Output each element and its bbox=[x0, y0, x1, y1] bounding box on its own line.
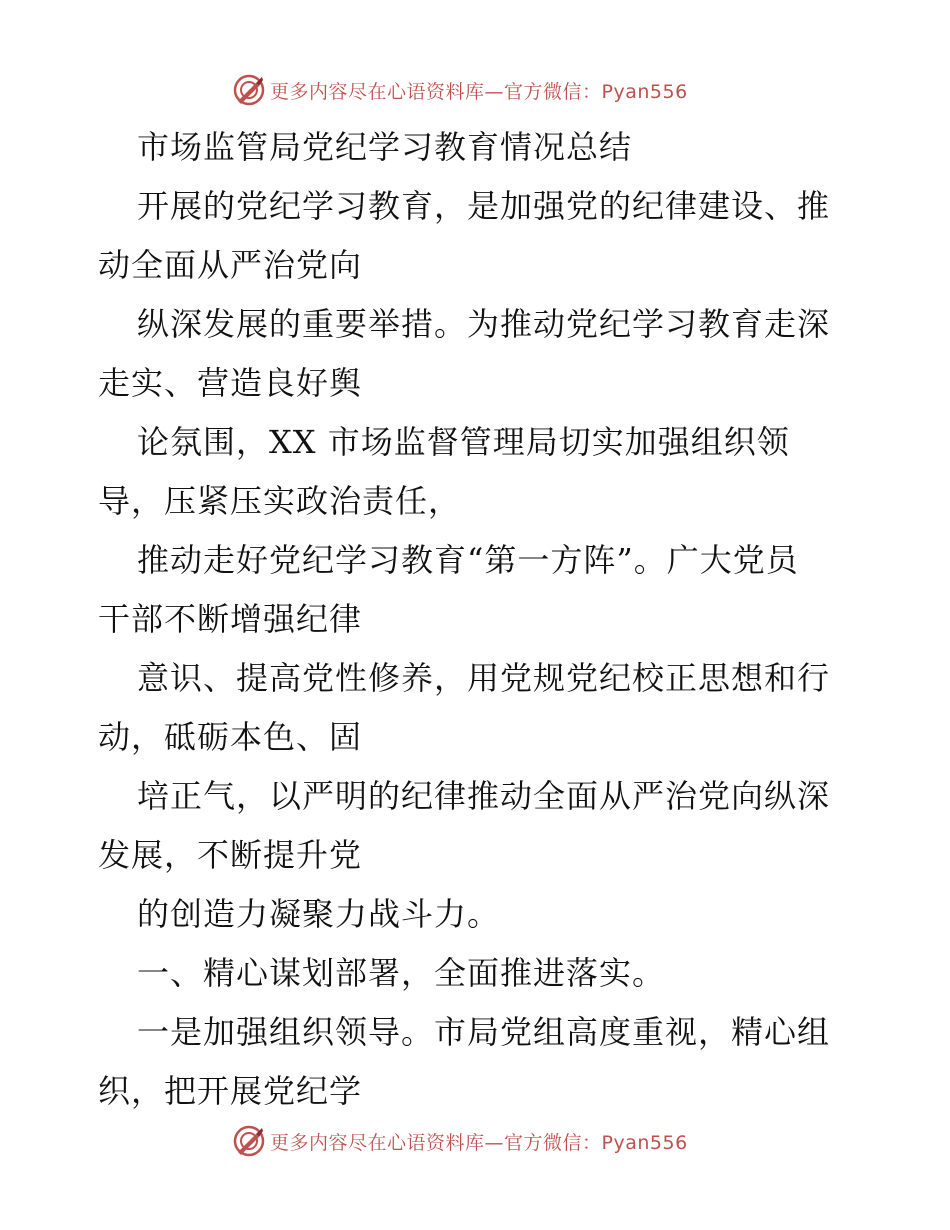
header-banner bbox=[232, 73, 688, 107]
paragraph-line: 织，把开展党纪学 bbox=[98, 1072, 363, 1110]
header-banner-text: 更多内容尽在心语资料库—官方微信：Pyan556 bbox=[270, 80, 688, 103]
footer-banner bbox=[232, 1124, 688, 1158]
paragraph-line: 纵深发展的重要举措。为推动党纪学习教育走深 bbox=[137, 305, 831, 343]
brush-logo-icon bbox=[232, 73, 266, 107]
paragraph-line: 意识、提高党性修养，用党规党纪校正思想和行 bbox=[137, 659, 831, 697]
paragraph-line: 发展，不断提升党 bbox=[98, 836, 363, 874]
paragraph-line: 干部不断增强纪律 bbox=[98, 600, 363, 638]
paragraph-line: 走实、营造良好舆 bbox=[98, 364, 363, 402]
paragraph-line: 一是加强组织领导。市局党组高度重视，精心组 bbox=[137, 1013, 831, 1051]
section-heading: 一、精心谋划部署，全面推进落实。 bbox=[137, 954, 666, 992]
paragraph-line: 培正气，以严明的纪律推动全面从严治党向纵深 bbox=[137, 777, 831, 815]
paragraph-line: 动全面从严治党向 bbox=[98, 246, 363, 284]
paragraph-line: 动，砥砺本色、固 bbox=[98, 718, 363, 756]
footer-banner-text: 更多内容尽在心语资料库—官方微信：Pyan556 bbox=[270, 1131, 688, 1154]
paragraph-line: 论氛围，XX 市场监督管理局切实加强组织领 bbox=[137, 423, 790, 461]
brush-logo-icon bbox=[232, 1124, 266, 1158]
document-title: 市场监管局党纪学习教育情况总结 bbox=[137, 128, 633, 166]
paragraph-line: 开展的党纪学习教育，是加强党的纪律建设、推 bbox=[137, 187, 831, 225]
paragraph-line: 导，压紧压实政治责任， bbox=[98, 482, 462, 520]
paragraph-line: 的创造力凝聚力战斗力。 bbox=[137, 895, 501, 933]
paragraph-line: 推动走好党纪学习教育“第一方阵”。广大党员 bbox=[137, 541, 799, 579]
